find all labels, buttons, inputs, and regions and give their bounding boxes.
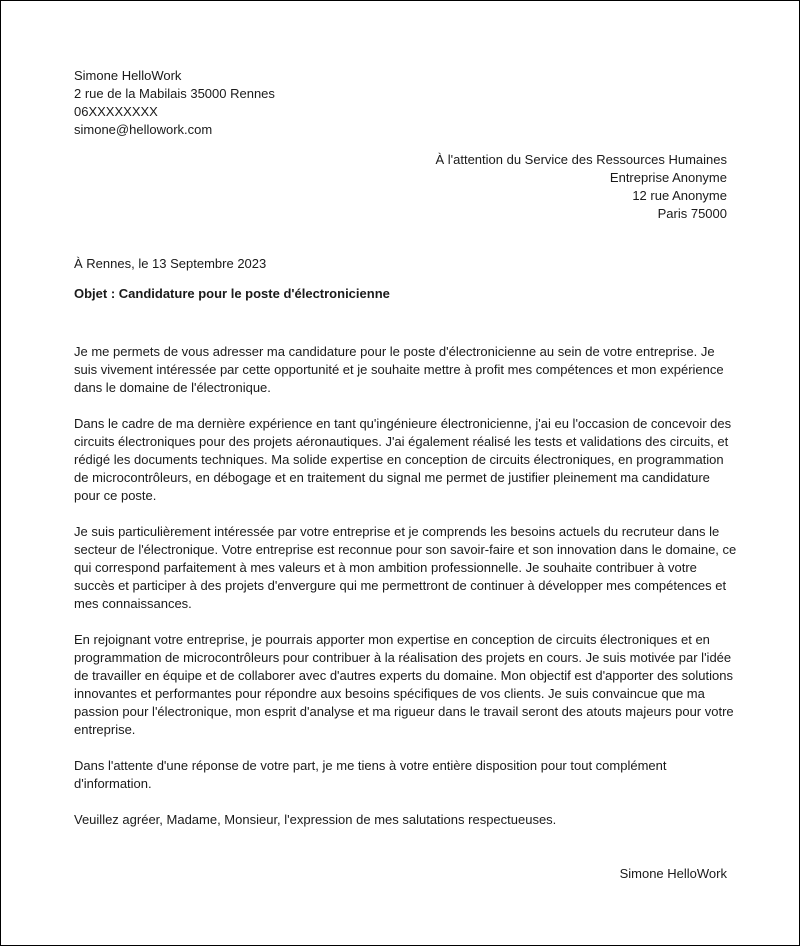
paragraph-line: mes connaissances. [74, 596, 192, 611]
sender-address: 2 rue de la Mabilais 35000 Rennes [74, 86, 275, 101]
paragraph-line: Dans le cadre de ma dernière expérience en tant qu'ingénieure électronicienne, j'ai eu l'occasion de concevoir des [74, 416, 732, 431]
paragraph-line: pour ce poste. [74, 488, 157, 503]
sender-name: Simone HelloWork [74, 68, 182, 83]
paragraph-line: En rejoignant votre entreprise, je pourrais apporter mon expertise en conception de circuits électroniques et en [74, 632, 710, 647]
paragraph-2 [74, 415, 734, 505]
closing-formula: Veuillez agréer, Madame, Monsieur, l'expression de mes salutations respectueuses. [74, 812, 557, 827]
paragraph-line: secteur de l'électronique. Votre entreprise est reconnue pour son savoir-faire et son innovation dans le domaine, ce [74, 542, 737, 557]
recipient-company: Entreprise Anonyme [609, 170, 727, 185]
recipient-attention: À l'attention du Service des Ressources Humaines [435, 152, 727, 167]
paragraph-line: passion pour l'électronique, mon esprit d'analyse et ma rigueur dans le travail seront des atouts majeurs pour votre [74, 704, 734, 719]
paragraph-1 [74, 343, 734, 397]
paragraph-line: Je suis particulièrement intéressée par votre entreprise et je comprends les besoins actuels du recruteur dans le [74, 524, 720, 539]
paragraph-line: qui correspond parfaitement à mes valeurs et à mon ambition professionnelle. Je souhaite contribuer à votre [74, 560, 697, 575]
paragraph-line: entreprise. [74, 722, 136, 737]
letter-body [74, 343, 737, 847]
recipient-street: 12 rue Anonyme [632, 188, 727, 203]
paragraph-4 [74, 631, 734, 739]
paragraph-line: suis vivement intéressée par cette opportunité et je souhaite mettre à profit mes compétences et mon expérience [74, 362, 724, 377]
paragraph-line: programmation de microcontrôleurs pour contribuer à la réalisation des projets en cours. Je suis motivée par l'idée [74, 650, 732, 665]
paragraph-line: d'information. [74, 776, 152, 791]
sender-email: simone@hellowork.com [74, 122, 213, 137]
paragraph-line: circuits électroniques pour des projets aéronautiques. J'ai également réalisé les tests et validations des circuits, et [74, 434, 729, 449]
paragraph-line: succès et participer à des projets d'envergure qui me permettront de continuer à développer mes compétences et [74, 578, 727, 593]
recipient-city: Paris 75000 [657, 206, 727, 221]
paragraph-line: Je me permets de vous adresser ma candidature pour le poste d'électronicienne au sein de votre entreprise. Je [74, 344, 715, 359]
paragraph-line: dans le domaine de l'électronique. [74, 380, 271, 395]
paragraph-line: de microcontrôleurs, en débogage et en traitement du signal me permet de justifier pleinement ma candidature [74, 470, 710, 485]
paragraph-line: rédigé les documents techniques. Ma solide expertise en conception de circuits électroniques, en programmation [74, 452, 724, 467]
paragraph-3 [74, 523, 737, 613]
paragraph-line: innovantes et performantes pour répondre aux besoins spécifiques de vos clients. Je suis convaincue que ma [74, 686, 705, 701]
sender-phone: 06XXXXXXXX [74, 104, 158, 119]
paragraph-line: Dans l'attente d'une réponse de votre part, je me tiens à votre entière disposition pour tout complément [74, 758, 667, 773]
paragraph-line: de travailler en équipe et de collaborer avec d'autres experts du domaine. Mon objectif est d'apporter des solutions [74, 668, 733, 683]
date-line: À Rennes, le 13 Septembre 2023 [74, 256, 267, 271]
paragraph-5 [74, 757, 734, 793]
sender-block [74, 67, 275, 139]
recipient-block [435, 151, 727, 223]
signature: Simone HelloWork [619, 866, 727, 881]
subject-line: Objet : Candidature pour le poste d'électronicienne [74, 286, 390, 301]
